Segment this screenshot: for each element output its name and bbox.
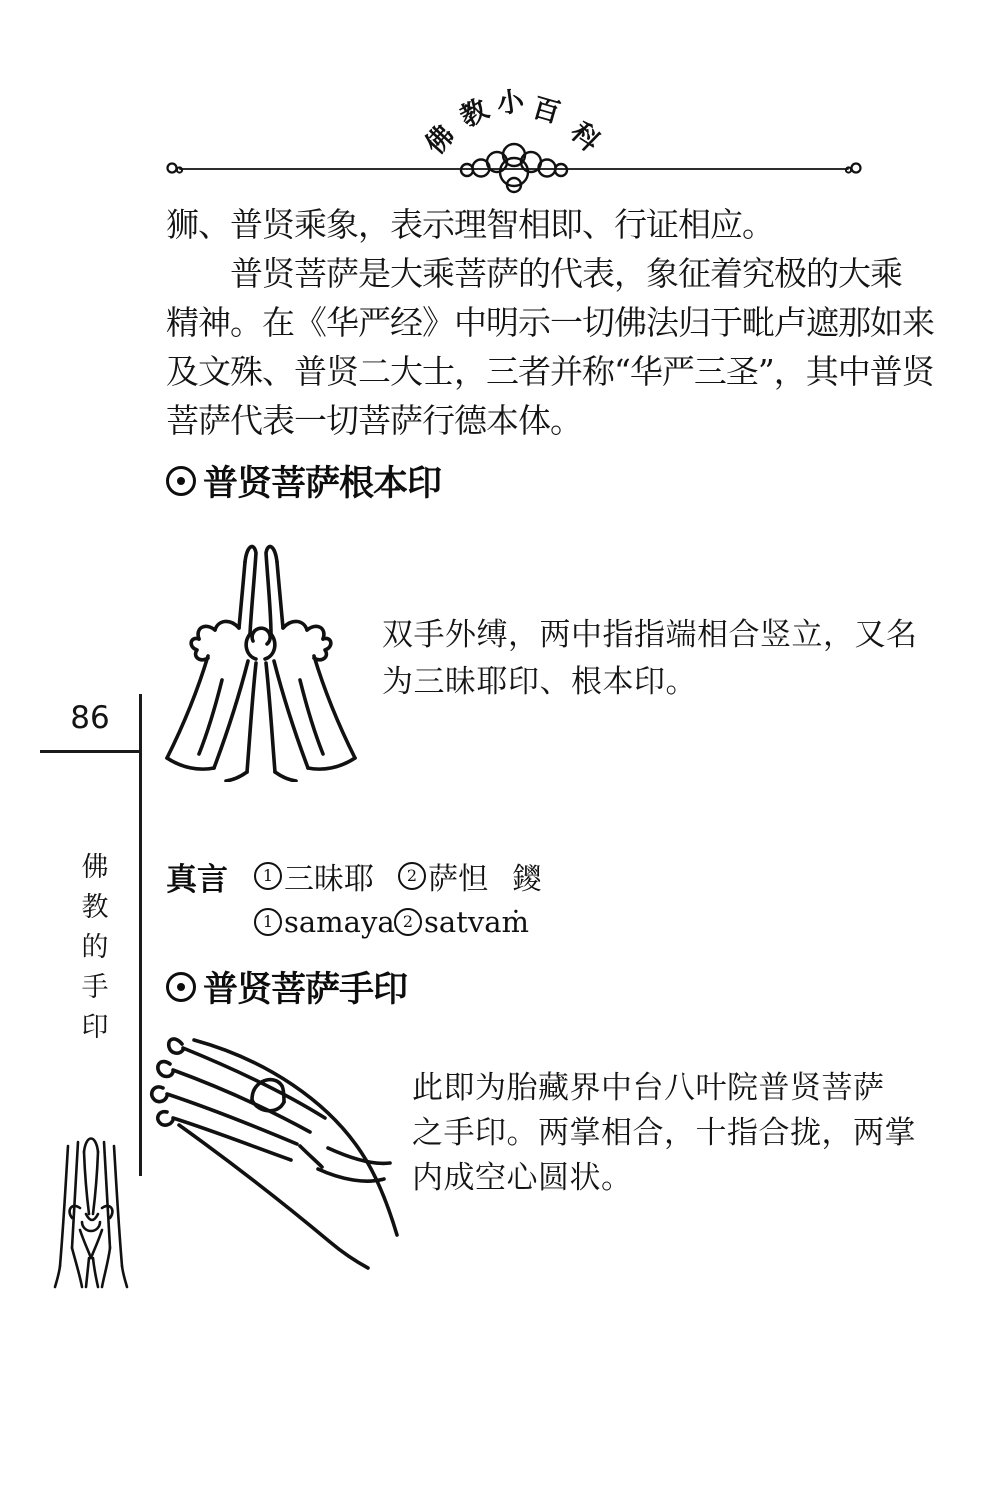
circled-number-icon: 2	[394, 908, 422, 936]
intro-paragraphs	[166, 200, 934, 445]
sidebar-horizontal-rule	[40, 750, 141, 753]
intro-line: 普贤菩萨是大乘菩萨的代表，象征着究极的大乘	[166, 254, 902, 293]
desc-line: 内成空心圆状。	[412, 1160, 633, 1196]
desc-line: 之手印。两掌相合，十指合拢，两掌	[412, 1115, 916, 1151]
romanization-item-1	[254, 905, 395, 939]
section-heading-root-mudra	[166, 456, 441, 506]
vertical-title-char: 佛	[81, 852, 109, 883]
circled-number-icon: 2	[398, 862, 426, 890]
vertical-title-char: 印	[81, 1012, 109, 1043]
intro-line: 精神。在《华严经》中明示一切佛法归于毗卢遮那如来	[166, 303, 934, 342]
vertical-title-char: 手	[81, 972, 109, 1003]
intro-line: 菩萨代表一切菩萨行德本体。	[166, 401, 582, 440]
intro-line: 及文殊、普贤二大士，三者并称“华严三圣”，其中普贤	[166, 352, 934, 391]
mudra-description-root-seal	[382, 612, 918, 706]
mudra-illustration-joined-palms	[132, 1028, 409, 1270]
mudra-description-joined-palms	[412, 1066, 916, 1201]
mantra-seed-syllable	[512, 854, 542, 898]
mantra-text: 萨怛	[428, 862, 488, 897]
series-title-char: 科	[564, 116, 606, 158]
mantra-item-2	[398, 854, 488, 898]
vertical-title-char: 教	[81, 892, 109, 923]
section-title: 普贤菩萨根本印	[203, 464, 442, 504]
series-title-char: 百	[528, 92, 564, 130]
desc-line: 此即为胎藏界中台八叶院普贤菩萨	[412, 1070, 885, 1106]
series-title-char: 教	[455, 93, 494, 134]
vertical-title-char: 的	[81, 932, 109, 963]
page-number: 86	[70, 700, 110, 736]
desc-line: 为三昧耶印、根本印。	[382, 664, 697, 700]
desc-line: 双手外缚，两中指指端相合竖立，又名	[382, 617, 918, 653]
sidebar-mudra-thumbnail	[52, 1118, 132, 1290]
circled-number-icon: 1	[254, 908, 282, 936]
romanization-text: samaya	[284, 905, 395, 939]
mantra-item-1	[254, 854, 374, 898]
section-heading-hand-mudra	[166, 962, 407, 1012]
section-title: 普贤菩萨手印	[203, 970, 408, 1010]
header-divider-ornament	[164, 142, 864, 194]
intro-line: 狮、普贤乘象，表示理智相即、行证相应。	[166, 205, 774, 244]
series-title-char: 小	[494, 85, 526, 121]
circled-number-icon: 1	[254, 862, 282, 890]
romanization-item-2	[394, 905, 529, 939]
mantra-label: 真言	[166, 862, 228, 898]
sidebar-vertical-title	[79, 848, 111, 1048]
section-bullet-icon	[166, 466, 196, 496]
section-bullet-icon	[166, 972, 196, 1002]
mantra-text: 三昧耶	[284, 862, 374, 897]
seed-syllable-text: 鑁	[512, 862, 542, 897]
romanization-text: satvaṁ	[424, 905, 529, 939]
mudra-illustration-root-seal	[150, 528, 372, 782]
series-title-char: 佛	[419, 119, 461, 161]
